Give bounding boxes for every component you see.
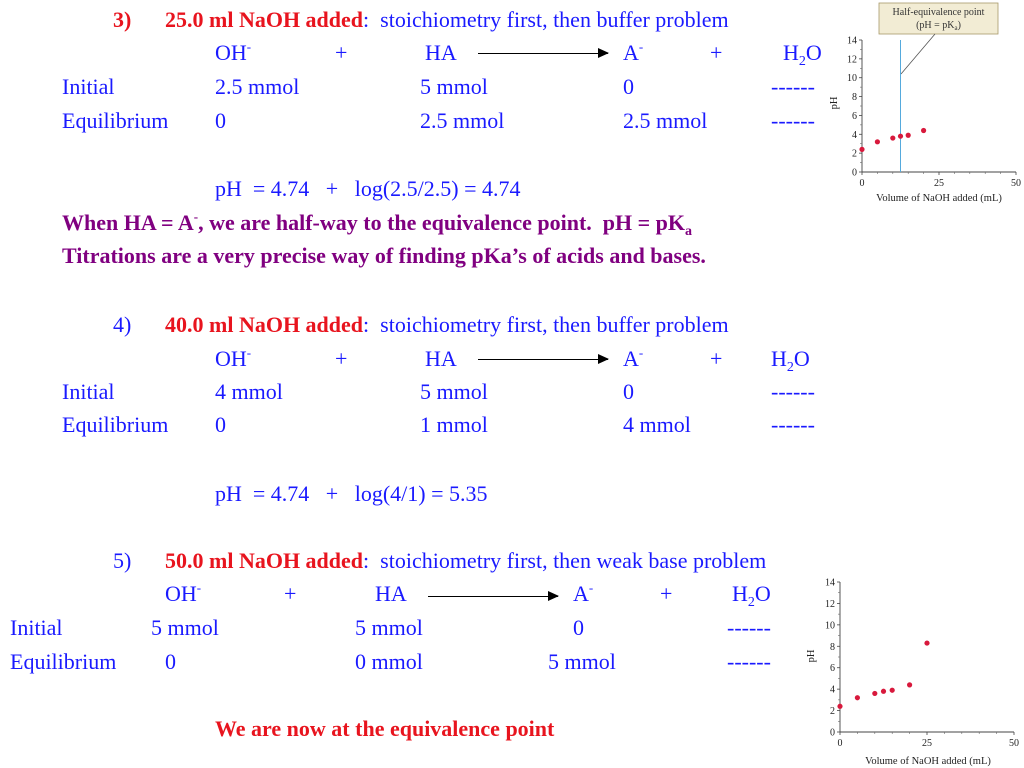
s4-col-ha: HA [425,346,457,371]
s3-col-h2o: $H_2O$ [783,40,822,69]
s4-initial-oh: 4 mmol [215,379,283,404]
s5-reaction-arrow [428,596,558,597]
s4-reaction-arrow [478,359,608,360]
s5-col-plus-2: + [660,581,673,606]
y-tick-label: 12 [825,598,835,610]
data-point [855,695,860,700]
data-point [890,135,895,140]
x-tick-label: 50 [1011,178,1021,189]
data-point [859,147,864,152]
section-3-description: stoichiometry first, then buffer problem [369,7,729,32]
section-3-title: 25.0 ml NaOH added [165,7,364,32]
s3-col-ha: HA [425,40,457,65]
s4-col-oh: OH- [215,345,252,371]
section-5-description: stoichiometry first, then weak base problem [369,548,767,573]
s5-initial-ha: 5 mmol [355,615,423,640]
s3-col-oh: OH- [215,39,252,65]
s3-initial-oh: 2.5 mmol [215,74,300,99]
y-axis-label: pH [829,96,840,110]
y-tick-label: 2 [852,148,857,160]
s3-col-plus-2: + [710,40,723,65]
s3-eq-h2o: ------ [771,108,815,133]
s5-eq-ha: 0 mmol [355,649,423,674]
s3-col-a: A- [623,39,644,65]
section-5-colon: : [363,548,370,573]
data-point [924,640,929,645]
s5-initial-a: 0 [573,615,584,640]
s5-row-equilibrium-label: Equilibrium [10,649,117,674]
section-3-number: 3) [113,7,132,32]
x-tick-label: 25 [922,738,932,749]
y-tick-label: 14 [847,35,857,47]
chart-1-plot [847,36,1021,190]
x-tick-label: 25 [934,178,944,189]
section-3-colon: : [363,7,370,32]
s3-row-equilibrium-label: Equilibrium [62,108,169,133]
s3-col-plus-1: + [335,40,348,65]
y-tick-label: 14 [825,577,835,589]
data-point [837,704,842,709]
y-tick-label: 6 [852,110,857,122]
annotation-line2: $(pH = pK_a)$ [916,20,961,32]
s3-titration-note: Titrations are a very precise way of finding pKa’s of acids and bases. [62,243,706,268]
data-point [907,682,912,687]
s5-col-oh: OH- [165,580,202,606]
s4-col-plus-1: + [335,346,348,371]
x-tick-label: 50 [1009,738,1019,749]
y-tick-label: 0 [830,727,835,739]
y-tick-label: 0 [852,167,857,179]
s4-eq-ha: 1 mmol [420,412,488,437]
section-5-title: 50.0 ml NaOH added [165,548,364,573]
annotation-line1: Half-equivalence point [892,7,985,18]
s4-initial-ha: 5 mmol [420,379,488,404]
s4-initial-h2o: ------ [771,379,815,404]
s4-col-h2o: $H_2O$ [771,346,810,375]
titration-chart-equivalence [802,574,1024,768]
s3-eq-a: 2.5 mmol [623,108,708,133]
y-tick-label: 8 [830,641,835,653]
x-axis-label: Volume of NaOH added (mL) [865,756,991,767]
section-4-colon: : [363,312,370,337]
y-tick-label: 8 [852,92,857,104]
s5-equivalence-note: We are now at the equivalence point [215,716,555,741]
y-tick-label: 10 [847,73,857,85]
s3-initial-h2o: ------ [771,74,815,99]
data-point [906,133,911,138]
data-point [890,688,895,693]
s4-eq-h2o: ------ [771,412,815,437]
y-tick-label: 10 [825,620,835,632]
y-tick-label: 12 [847,54,857,66]
y-tick-label: 6 [830,663,835,675]
s3-reaction-arrow [478,53,608,54]
s3-row-initial-label: Initial [62,74,115,99]
s3-ph-equation: pH = 4.74 + log(2.5/2.5) = 4.74 [215,176,521,201]
s5-eq-a: 5 mmol [548,649,616,674]
annotation-leader [901,34,935,74]
s4-eq-a: 4 mmol [623,412,691,437]
s4-initial-a: 0 [623,379,634,404]
s4-eq-oh: 0 [215,412,226,437]
s5-initial-h2o: ------ [727,615,771,640]
data-point [881,689,886,694]
data-point [898,134,903,139]
s5-row-initial-label: Initial [10,615,63,640]
data-point [921,128,926,133]
s3-initial-ha: 5 mmol [420,74,488,99]
y-axis-label: pH [806,649,817,663]
s5-col-h2o: $H_2O$ [732,581,771,610]
section-4-number: 4) [113,312,132,337]
section-4-heading [165,312,729,338]
section-4-description: stoichiometry first, then buffer problem [369,312,729,337]
s3-half-equivalence-note: When HA = A-, we are half-way to the equivalence point. pH = $pK_a$ [62,209,693,239]
y-tick-label: 4 [830,684,835,696]
section-5-heading [165,548,766,574]
chart-2-plot [825,578,1019,750]
s5-eq-h2o: ------ [727,649,771,674]
x-tick-label: 0 [859,178,865,189]
s4-ph-equation: pH = 4.74 + log(4/1) = 5.35 [215,481,488,506]
s4-row-initial-label: Initial [62,379,115,404]
titration-chart-half-equivalence [822,0,1024,210]
s3-eq-oh: 0 [215,108,226,133]
y-tick-label: 2 [830,706,835,718]
data-point [872,691,877,696]
s3-initial-a: 0 [623,74,634,99]
s4-col-a: A- [623,345,644,371]
s5-col-ha: HA [375,581,407,606]
data-point [875,139,880,144]
y-tick-label: 4 [852,129,857,141]
x-axis-label: Volume of NaOH added (mL) [876,193,1002,204]
s5-col-a: A- [573,580,594,606]
section-5-number: 5) [113,548,132,573]
x-tick-label: 0 [837,738,843,749]
s5-initial-oh: 5 mmol [151,615,219,640]
section-4-title: 40.0 ml NaOH added [165,312,364,337]
s4-col-plus-2: + [710,346,723,371]
s5-col-plus-1: + [284,581,297,606]
s4-row-equilibrium-label: Equilibrium [62,412,169,437]
section-3-heading [165,7,729,33]
s5-eq-oh: 0 [165,649,176,674]
s3-eq-ha: 2.5 mmol [420,108,505,133]
